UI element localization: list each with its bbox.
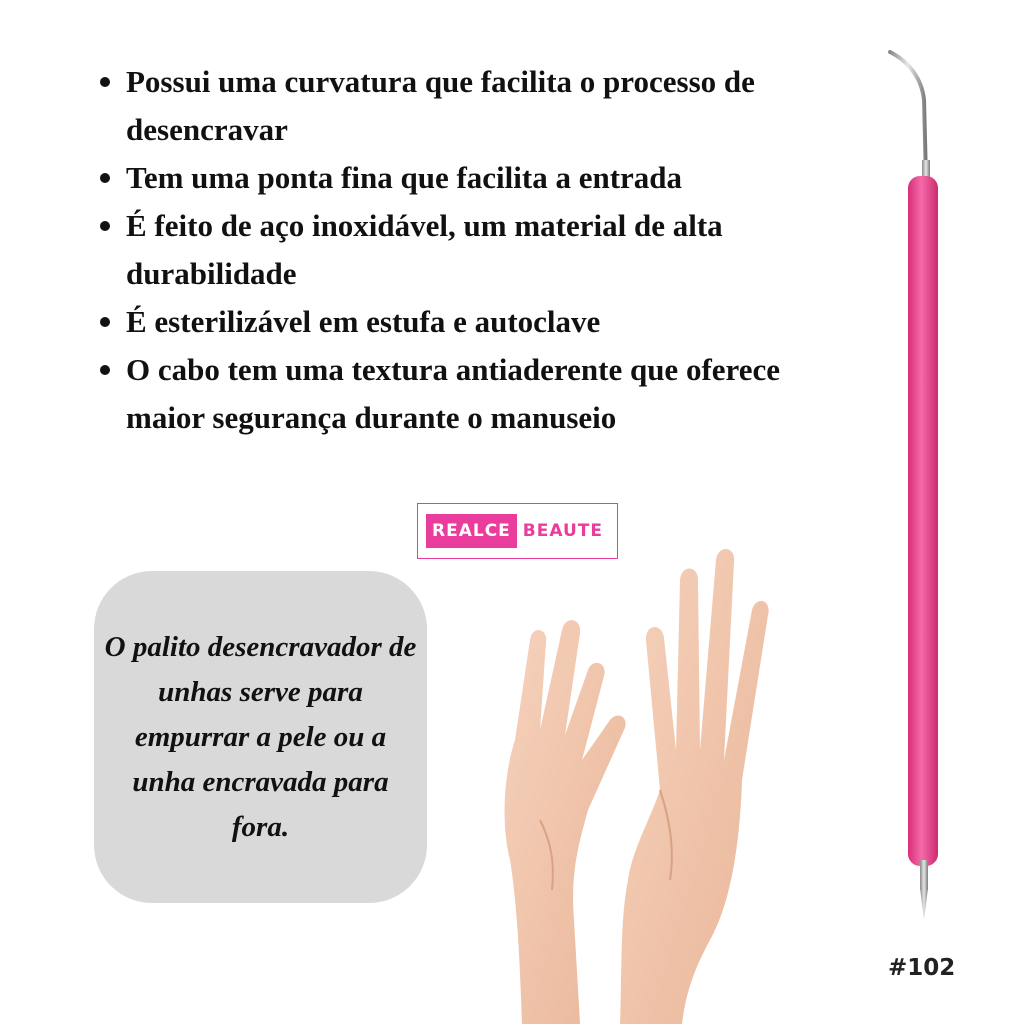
info-text: O palito desencravador de unhas serve para empurrar a pele ou a unha encravada para fora. bbox=[104, 630, 417, 843]
feature-item: Possui uma curvatura que facilita o processo de desencravar bbox=[100, 58, 820, 154]
feature-item: O cabo tem uma textura antiaderente que oferece maior segurança durante o manuseio bbox=[100, 346, 820, 442]
feature-list bbox=[100, 58, 820, 442]
feature-item: É feito de aço inoxidável, um material de alta durabilidade bbox=[100, 202, 820, 298]
brand-logo-beaute: BEAUTE bbox=[522, 521, 603, 541]
nail-tool-image bbox=[870, 40, 960, 930]
hands-image bbox=[470, 520, 790, 1024]
feature-item: É esterilizável em estufa e autoclave bbox=[100, 298, 820, 346]
product-code: #102 bbox=[888, 955, 956, 981]
brand-logo-realce: REALCE bbox=[426, 514, 517, 548]
info-callout bbox=[94, 571, 427, 903]
feature-item: Tem uma ponta fina que facilita a entrada bbox=[100, 154, 820, 202]
